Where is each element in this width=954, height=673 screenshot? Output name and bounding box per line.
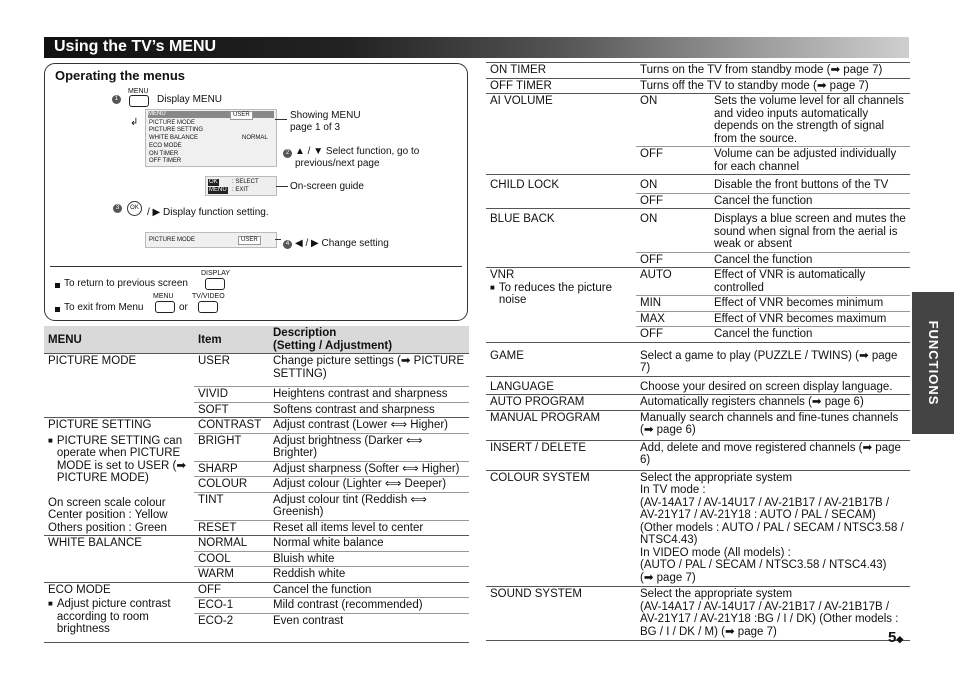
table-row — [486, 470, 910, 587]
desc-cell: Normal white balance — [269, 536, 469, 552]
desc-line: (AUTO / PAL / SECAM / NTSC3.58 / NTSC4.43) — [640, 559, 887, 571]
screen-item: PICTURE SETTING — [149, 127, 204, 133]
section-title: Using the TV’s MENU — [54, 38, 217, 55]
table-row — [486, 94, 910, 147]
header-item: Item — [198, 334, 222, 346]
note-text: Adjust picture contrast according to room brightness — [56, 598, 171, 635]
desc-cell: Reset all items level to center — [273, 521, 424, 534]
desc-cell: Effect of VNR becomes maximum — [710, 311, 910, 327]
desc-cell: Automatically registers channels (➡ page 6) — [640, 396, 864, 408]
screen-setting-label: PICTURE MODE — [149, 237, 196, 243]
screen-item: OFF TIMER — [149, 158, 182, 164]
guide-ok-icon: OK — [209, 179, 218, 185]
table-row — [486, 268, 910, 296]
step-3-text: / ▶ Display function setting. — [147, 207, 269, 218]
right-menu-table — [486, 62, 910, 641]
item-cell: ECO-1 — [194, 598, 269, 614]
screen-value: USER — [230, 111, 253, 120]
guide-select-text: : SELECT — [232, 179, 259, 185]
note: ■ PICTURE SETTING can operate when PICTURE MODE is set to USER (➡ PICTURE MODE) — [48, 435, 191, 485]
desc-cell: Select a game to play (PUZZLE / TWINS) (➡ page 7) — [640, 349, 898, 374]
desc-cell: Even contrast — [273, 614, 344, 627]
desc-cell: Turns on the TV from standby mode (➡ page 7) — [640, 64, 883, 76]
item-cell: ON — [636, 175, 710, 194]
return-arrow-icon: ↲ — [130, 117, 139, 128]
page-number — [888, 629, 903, 646]
item-cell: COOL — [194, 551, 269, 567]
menu-screen-preview — [145, 109, 277, 167]
screen-item: ON TIMER — [149, 151, 179, 157]
note: ■ To reduces the picture noise — [490, 282, 633, 307]
desc-cell: Bluish white — [269, 551, 469, 567]
item-cell: OFF — [640, 253, 663, 266]
header-desc-line1: Description — [273, 327, 337, 339]
table-header-row — [44, 326, 469, 354]
menu-label-block — [44, 418, 194, 536]
divider — [50, 266, 462, 267]
screen-item: ECO MODE — [149, 143, 182, 149]
guide-exit-text: : EXIT — [232, 187, 249, 193]
menu-button-icon — [155, 301, 175, 313]
table-row — [486, 209, 910, 253]
item-cell: AUTO — [636, 268, 710, 296]
screen-item: WHITE BALANCE — [149, 135, 199, 141]
note-text: PICTURE SETTING can operate when PICTURE MODE is set to USER (➡ PICTURE MODE) — [56, 434, 186, 484]
menu-label: WHITE BALANCE — [48, 537, 142, 549]
table-row — [486, 587, 910, 641]
table-row — [486, 440, 910, 470]
item-cell: VIVID — [194, 387, 269, 403]
menu-label-block — [44, 582, 194, 642]
table-row — [486, 63, 910, 79]
screen-value: NORMAL — [242, 135, 268, 141]
step-4-number: 4 — [283, 240, 292, 249]
desc-cell: Effect of VNR becomes minimum — [710, 296, 910, 312]
desc-cell: Add, delete and move registered channels (➡ page 6) — [640, 441, 901, 466]
item-cell: CONTRAST — [194, 418, 269, 434]
desc-cell: Cancel the function — [714, 253, 813, 266]
tv-video-button-icon — [198, 301, 218, 313]
display-button-icon — [205, 278, 225, 290]
or-text: or — [179, 302, 188, 313]
side-tab-label: FUNCTIONS — [926, 320, 941, 406]
menu-label: CHILD LOCK — [490, 179, 560, 191]
desc-cell: Cancel the function — [714, 328, 813, 340]
menu-button-label: MENU — [153, 293, 174, 300]
functions-side-tab — [912, 292, 954, 434]
note-text: To reduces the picture noise — [498, 281, 612, 306]
note: ■ Adjust picture contrast according to room brightness — [48, 598, 191, 636]
desc-cell: Heightens contrast and sharpness — [269, 387, 469, 403]
operating-title: Operating the menus — [55, 68, 186, 83]
item-cell: COLOUR — [194, 477, 269, 493]
step-1-number: 1 — [112, 95, 121, 104]
table-row — [44, 354, 469, 387]
item-cell: TINT — [194, 492, 269, 520]
menu-label: ON TIMER — [490, 64, 547, 76]
guide-menu-icon: MENU — [209, 187, 227, 193]
desc-cell: Effect of VNR is automatically controlled — [710, 268, 910, 296]
desc-cell: Reddish white — [273, 568, 346, 580]
item-cell: OFF — [640, 194, 663, 207]
item-cell: NORMAL — [194, 536, 269, 552]
screen-header: MENU — [148, 111, 274, 118]
desc-line: (AV-14A17 / AV-14U17 / AV-21B17 / AV-21B17B / AV-21Y17 / AV-21Y18 : AUTO / PAL / SECAM) — [640, 496, 890, 521]
item-cell: OFF — [640, 328, 663, 340]
table-row — [486, 342, 910, 376]
bullet — [55, 283, 60, 288]
menu-label: PICTURE SETTING — [48, 419, 152, 431]
desc-line: In VIDEO mode (All models) : — [640, 546, 791, 559]
desc-cell: Cancel the function — [269, 582, 469, 598]
desc-cell: Adjust sharpness (Softer ⟺ Higher) — [269, 461, 469, 477]
menu-label: SOUND SYSTEM — [490, 588, 583, 600]
page-number-value: 5 — [888, 629, 897, 646]
item-cell: SHARP — [194, 461, 269, 477]
desc-cell: Adjust colour tint (Reddish ⟺ Greenish) — [269, 492, 469, 520]
onscreen-guide-preview — [205, 176, 277, 196]
table-row — [486, 78, 910, 94]
item-cell: MIN — [636, 296, 710, 312]
return-text: To return to previous screen — [64, 278, 188, 289]
menu-label: AI VOLUME — [490, 95, 553, 107]
item-cell: RESET — [198, 521, 237, 534]
table-row — [44, 536, 469, 552]
showing-menu-text: Showing MENU page 1 of 3 — [290, 110, 361, 133]
desc-cell: Cancel the function — [714, 194, 813, 207]
desc-line: (AV-14A17 / AV-14U17 / AV-21B17 / AV-21B17B / AV-21Y17 / AV-21Y18 :BG / I / DK) (Other models : BG / I / DK / M) (➡ page 7) — [640, 600, 899, 638]
pointer-line — [275, 239, 281, 240]
item-cell: WARM — [198, 568, 234, 580]
desc-cell: Mild contrast (recommended) — [269, 598, 469, 614]
table-row — [486, 175, 910, 194]
desc-cell: Displays a blue screen and mutes the sound when signal from the aerial is weak or absent — [710, 209, 910, 253]
menu-button-label: MENU — [128, 88, 149, 95]
desc-cell: Disable the front buttons of the TV — [710, 175, 910, 194]
tv-video-button-label: TV/VIDEO — [192, 293, 225, 300]
display-button-label: DISPLAY — [201, 270, 231, 277]
item-cell: SOFT — [198, 403, 229, 416]
desc-cell: Turns off the TV to standby mode (➡ page 7) — [640, 79, 869, 92]
desc-line: Select the appropriate system — [640, 588, 793, 600]
setting-screen-preview — [145, 232, 277, 248]
desc-line: (Other models : AUTO / PAL / SECAM / NTSC3.58 / NTSC4.43) — [640, 521, 904, 546]
step-3-number: 3 — [113, 204, 122, 213]
desc-cell: Adjust colour (Lighter ⟺ Deeper) — [269, 477, 469, 493]
desc-cell: Volume can be adjusted individually for each channel — [714, 148, 897, 173]
item-cell: MAX — [636, 311, 710, 327]
item-cell: ECO-2 — [198, 614, 234, 627]
menu-label: OFF TIMER — [490, 79, 552, 92]
desc-cell: Sets the volume level for all channels and video inputs automatically depends on the strength of signal from the source. — [710, 94, 910, 147]
menu-label: ECO MODE — [48, 583, 111, 596]
menu-button-icon — [129, 95, 149, 107]
step-2-text: ▲ / ▼ Select function, go to previous/next page — [295, 146, 420, 169]
item-cell: OFF — [194, 582, 269, 598]
item-cell: OFF — [640, 148, 663, 160]
exit-text: To exit from Menu — [64, 302, 144, 313]
bullet — [55, 307, 60, 312]
item-cell: ON — [636, 209, 710, 253]
menu-label: BLUE BACK — [490, 213, 555, 225]
desc-line: (➡ page 7) — [640, 571, 696, 584]
ok-button-icon: OK — [127, 201, 142, 216]
menu-label: MANUAL PROGRAM — [490, 411, 601, 424]
left-menu-table — [44, 326, 469, 643]
header-menu: MENU — [48, 334, 82, 346]
item-cell: ON — [636, 94, 710, 147]
step-1-text: Display MENU — [157, 94, 223, 105]
scale-colour-note: On screen scale colour Center position : Yellow Others position : Green — [48, 496, 168, 534]
header-description — [269, 326, 469, 354]
menu-label: AUTO PROGRAM — [490, 396, 585, 408]
desc-cell: Adjust brightness (Darker ⟺ Brighter) — [269, 433, 469, 461]
menu-label: VNR — [490, 269, 515, 281]
desc-line: In TV mode : — [640, 484, 706, 496]
screen-setting-value: USER — [238, 236, 261, 245]
table-row — [44, 418, 469, 434]
item-cell: USER — [194, 354, 269, 387]
desc-cell: Choose your desired on screen display language. — [640, 380, 893, 393]
desc-cell: Change picture settings (➡ PICTURE SETTING) — [269, 354, 469, 387]
onscreen-guide-text: On-screen guide — [290, 181, 364, 192]
menu-label: INSERT / DELETE — [490, 441, 587, 454]
item-cell: BRIGHT — [194, 433, 269, 461]
desc-cell: Adjust contrast (Lower ⟺ Higher) — [269, 418, 469, 434]
header-desc-line2: (Setting / Adjustment) — [273, 339, 393, 352]
pointer-line — [276, 186, 288, 187]
desc-cell: Manually search channels and fine-tunes channels (➡ page 6) — [640, 411, 899, 436]
step-4-text: ◀ / ▶ Change setting — [295, 238, 389, 249]
menu-label: LANGUAGE — [490, 380, 554, 393]
menu-label-block — [486, 268, 636, 343]
operating-menus-box — [44, 63, 468, 321]
section-header-bar — [44, 37, 909, 58]
menu-label: COLOUR SYSTEM — [490, 471, 590, 484]
desc-line: Select the appropriate system — [640, 471, 793, 484]
desc-cell — [636, 470, 910, 587]
menu-label: GAME — [490, 349, 524, 362]
table-row — [486, 376, 910, 395]
table-row — [486, 395, 910, 411]
menu-label: PICTURE MODE — [48, 355, 137, 367]
desc-cell: Softens contrast and sharpness — [273, 403, 435, 416]
pointer-line — [275, 119, 287, 120]
table-row — [486, 410, 910, 440]
table-row — [44, 582, 469, 598]
page-marker-icon: ◆ — [896, 634, 904, 644]
screen-item: PICTURE MODE — [149, 120, 196, 126]
step-2-number: 2 — [283, 149, 292, 158]
desc-cell — [636, 587, 910, 641]
